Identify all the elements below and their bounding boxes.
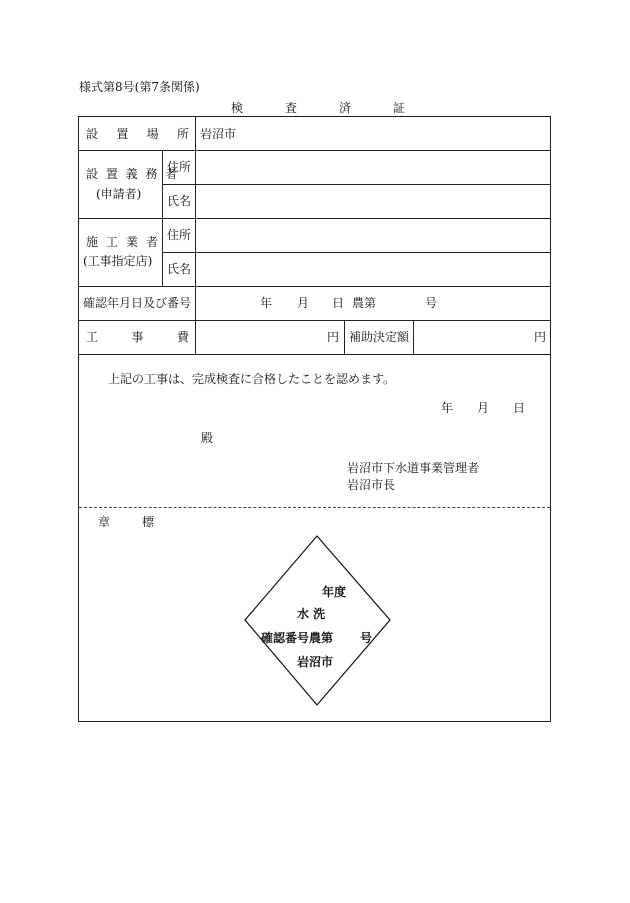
stamp-confirm-number: 確認番号農第 [261,631,334,645]
obligor-sub-label: (申請者) [96,187,142,201]
issue-date-year: 年 [441,401,454,415]
obligor-address-label: 住所 [167,160,192,174]
title-char-1: 検 [231,101,244,115]
location-value: 岩沼市 [200,127,237,141]
emblem-label: 章 標 [98,515,154,529]
stamp-flush: 水 洗 [297,607,326,621]
dashed-divider [79,507,550,508]
obligor-label: 設 置 義 務 者 [86,167,180,181]
confirm-day: 日 [332,296,345,310]
stamp-number-suffix: 号 [360,631,373,645]
stamp-fiscal-year: 年度 [322,585,347,599]
certification-statement: 上記の工事は、完成検査に合格したことを認めます。 [108,372,396,386]
addressee-honorific: 殿 [201,431,214,445]
confirm-label: 確認年月日及び番号 [83,296,192,310]
subsidy-yen: 円 [534,330,547,344]
issue-date-day: 日 [513,401,526,415]
obligor-name-label: 氏名 [167,194,192,208]
title-char-3: 済 [339,101,352,115]
issuer-line-2: 岩沼市長 [347,478,396,492]
certificate-table [78,116,551,722]
issue-date-month: 月 [477,401,490,415]
location-label: 設 置 場 所 [86,127,189,141]
issuer-line-1: 岩沼市下水道事業管理者 [347,461,480,475]
form-number: 様式第8号(第7条関係) [79,80,200,94]
subsidy-label: 補助決定額 [349,330,410,344]
contractor-name-label: 氏名 [167,262,192,276]
confirm-year: 年 [260,296,273,310]
confirm-number-suffix: 号 [425,296,438,310]
title-char-4: 証 [393,101,406,115]
document-title [231,99,405,116]
confirm-month: 月 [297,296,310,310]
confirm-number-prefix: 農第 [352,296,377,310]
stamp-city: 岩沼市 [297,655,334,669]
emblem-stamp [244,535,391,706]
contractor-sub-label: (工事指定店) [83,254,153,268]
cost-yen: 円 [327,330,340,344]
cost-label: 工 事 費 [86,330,189,344]
contractor-label: 施 工 業 者 [86,235,158,249]
contractor-address-label: 住所 [167,228,192,242]
title-char-2: 査 [285,101,298,115]
